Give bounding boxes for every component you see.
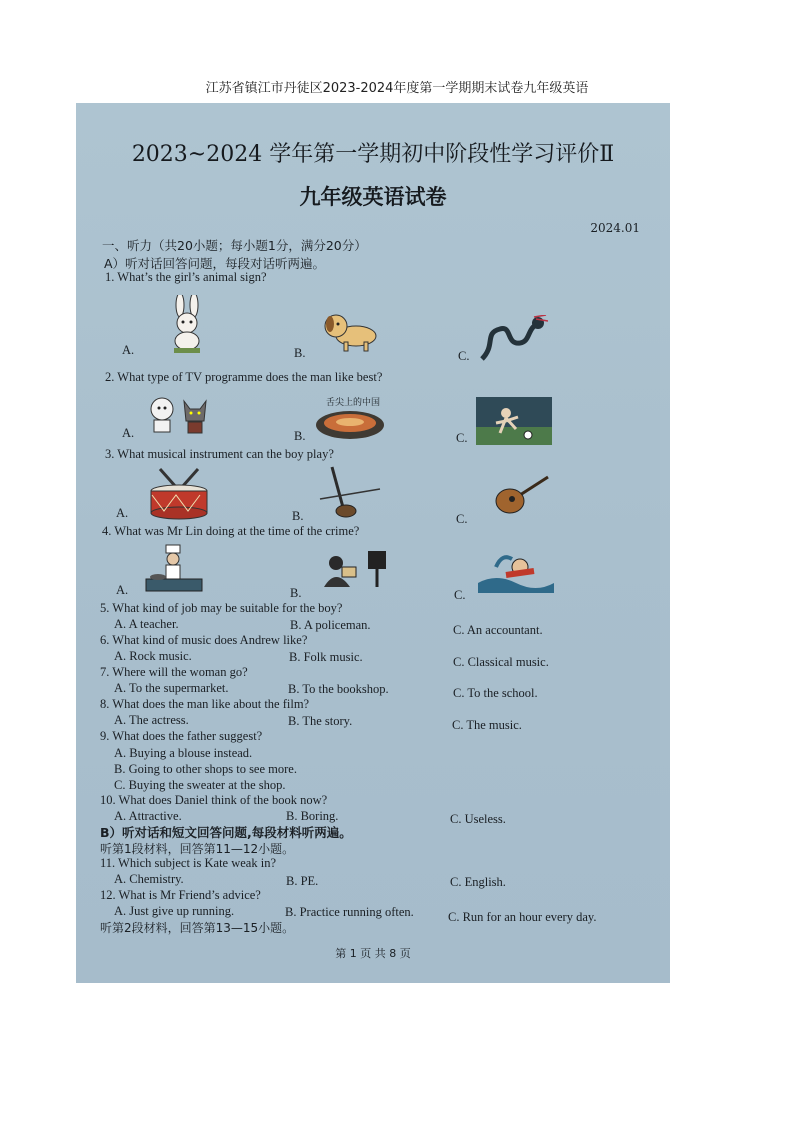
- food-documentary-icon: [312, 407, 388, 443]
- q2-b-caption: 舌尖上的中国: [326, 398, 381, 408]
- q4-option-c: C.: [454, 588, 466, 602]
- drum-icon: [146, 467, 212, 521]
- question-6: 6. What kind of music does Andrew like?: [100, 633, 308, 647]
- guitar-icon: [490, 473, 552, 517]
- q8-option-a: A. The actress.: [114, 713, 189, 727]
- q3-option-c: C.: [456, 512, 468, 526]
- material-1-note: 听第1段材料，回答第11—12小题。: [100, 842, 295, 856]
- swimming-icon: [476, 547, 556, 593]
- erhu-icon: [316, 465, 382, 521]
- part-b-instruction: B）听对话和短文回答问题,每段材料听两遍。: [100, 825, 352, 840]
- section-listening-heading: 一、听力（共20小题；每小题1分，满分20分）: [102, 238, 367, 253]
- document-header-title: 江苏省镇江市丹徒区2023-2024年度第一学期期末试卷九年级英语: [205, 81, 589, 96]
- q12-option-c: C. Run for an hour every day.: [448, 910, 597, 924]
- q8-option-c: C. The music.: [452, 718, 522, 732]
- q4-option-b: B.: [290, 586, 302, 600]
- question-10: 10. What does Daniel think of the book now?: [100, 793, 328, 807]
- q12-option-b: B. Practice running often.: [285, 905, 414, 919]
- exam-title: 2023~2024 学年第一学期初中阶段性学习评价Ⅱ: [131, 142, 615, 167]
- question-9: 9. What does the father suggest?: [100, 729, 263, 743]
- question-11: 11. Which subject is Kate weak in?: [100, 856, 276, 870]
- exam-subtitle: 九年级英语试卷: [299, 185, 447, 209]
- material-2-note: 听第2段材料，回答第13—15小题。: [100, 921, 295, 935]
- q2-option-a: A.: [122, 426, 135, 440]
- q11-option-c: C. English.: [450, 875, 506, 889]
- q7-option-c: C. To the school.: [453, 686, 538, 700]
- q10-option-a: A. Attractive.: [114, 809, 182, 823]
- dragon-icon: [476, 315, 548, 365]
- scanned-exam-page: [76, 103, 670, 983]
- q5-option-b: B. A policeman.: [290, 618, 371, 632]
- rabbit-icon: [162, 295, 212, 355]
- q9-option-c: C. Buying the sweater at the shop.: [114, 778, 286, 792]
- sports-football-icon: [476, 397, 552, 445]
- q9-option-a: A. Buying a blouse instead.: [114, 746, 253, 760]
- q6-option-a: A. Rock music.: [114, 649, 192, 663]
- q6-option-c: C. Classical music.: [453, 655, 549, 669]
- page-number: 第 1 页 共 8 页: [335, 947, 411, 960]
- q2-option-b: B.: [294, 429, 306, 443]
- q12-option-a: A. Just give up running.: [114, 904, 235, 918]
- q7-option-b: B. To the bookshop.: [288, 682, 389, 696]
- q5-option-c: C. An accountant.: [453, 623, 543, 637]
- reading-tv-icon: [320, 547, 390, 593]
- q1-option-b: B.: [294, 346, 306, 360]
- question-3: 3. What musical instrument can the boy play?: [105, 447, 334, 461]
- q7-option-a: A. To the supermarket.: [114, 681, 229, 695]
- q1-option-a: A.: [122, 343, 135, 357]
- q2-option-c: C.: [456, 431, 468, 445]
- q9-option-b: B. Going to other shops to see more.: [114, 762, 297, 776]
- question-5: 5. What kind of job may be suitable for the boy?: [100, 601, 343, 615]
- q8-option-b: B. The story.: [288, 714, 353, 728]
- q6-option-b: B. Folk music.: [289, 650, 363, 664]
- dog-icon: [320, 308, 382, 353]
- q3-option-b: B.: [292, 509, 304, 523]
- q5-option-a: A. A teacher.: [114, 617, 179, 631]
- exam-date: 2024.01: [590, 221, 640, 235]
- question-12: 12. What is Mr Friend’s advice?: [100, 888, 261, 902]
- question-4: 4. What was Mr Lin doing at the time of the crime?: [102, 524, 360, 538]
- question-2: 2. What type of TV programme does the man like best?: [105, 370, 383, 384]
- q1-option-c: C.: [458, 349, 470, 363]
- q4-option-a: A.: [116, 583, 129, 597]
- cooking-icon: [144, 543, 204, 595]
- part-a-instruction: A）听对话回答问题，每段对话听两遍。: [104, 256, 326, 271]
- question-1: 1. What’s the girl’s animal sign?: [105, 270, 267, 284]
- q10-option-c: C. Useless.: [450, 812, 506, 826]
- q11-option-b: B. PE.: [286, 874, 319, 888]
- q3-option-a: A.: [116, 506, 129, 520]
- q11-option-a: A. Chemistry.: [114, 872, 184, 886]
- question-7: 7. Where will the woman go?: [100, 665, 248, 679]
- question-8: 8. What does the man like about the film?: [100, 697, 310, 711]
- q10-option-b: B. Boring.: [286, 809, 339, 823]
- cartoon-sheep-wolf-icon: [144, 393, 216, 435]
